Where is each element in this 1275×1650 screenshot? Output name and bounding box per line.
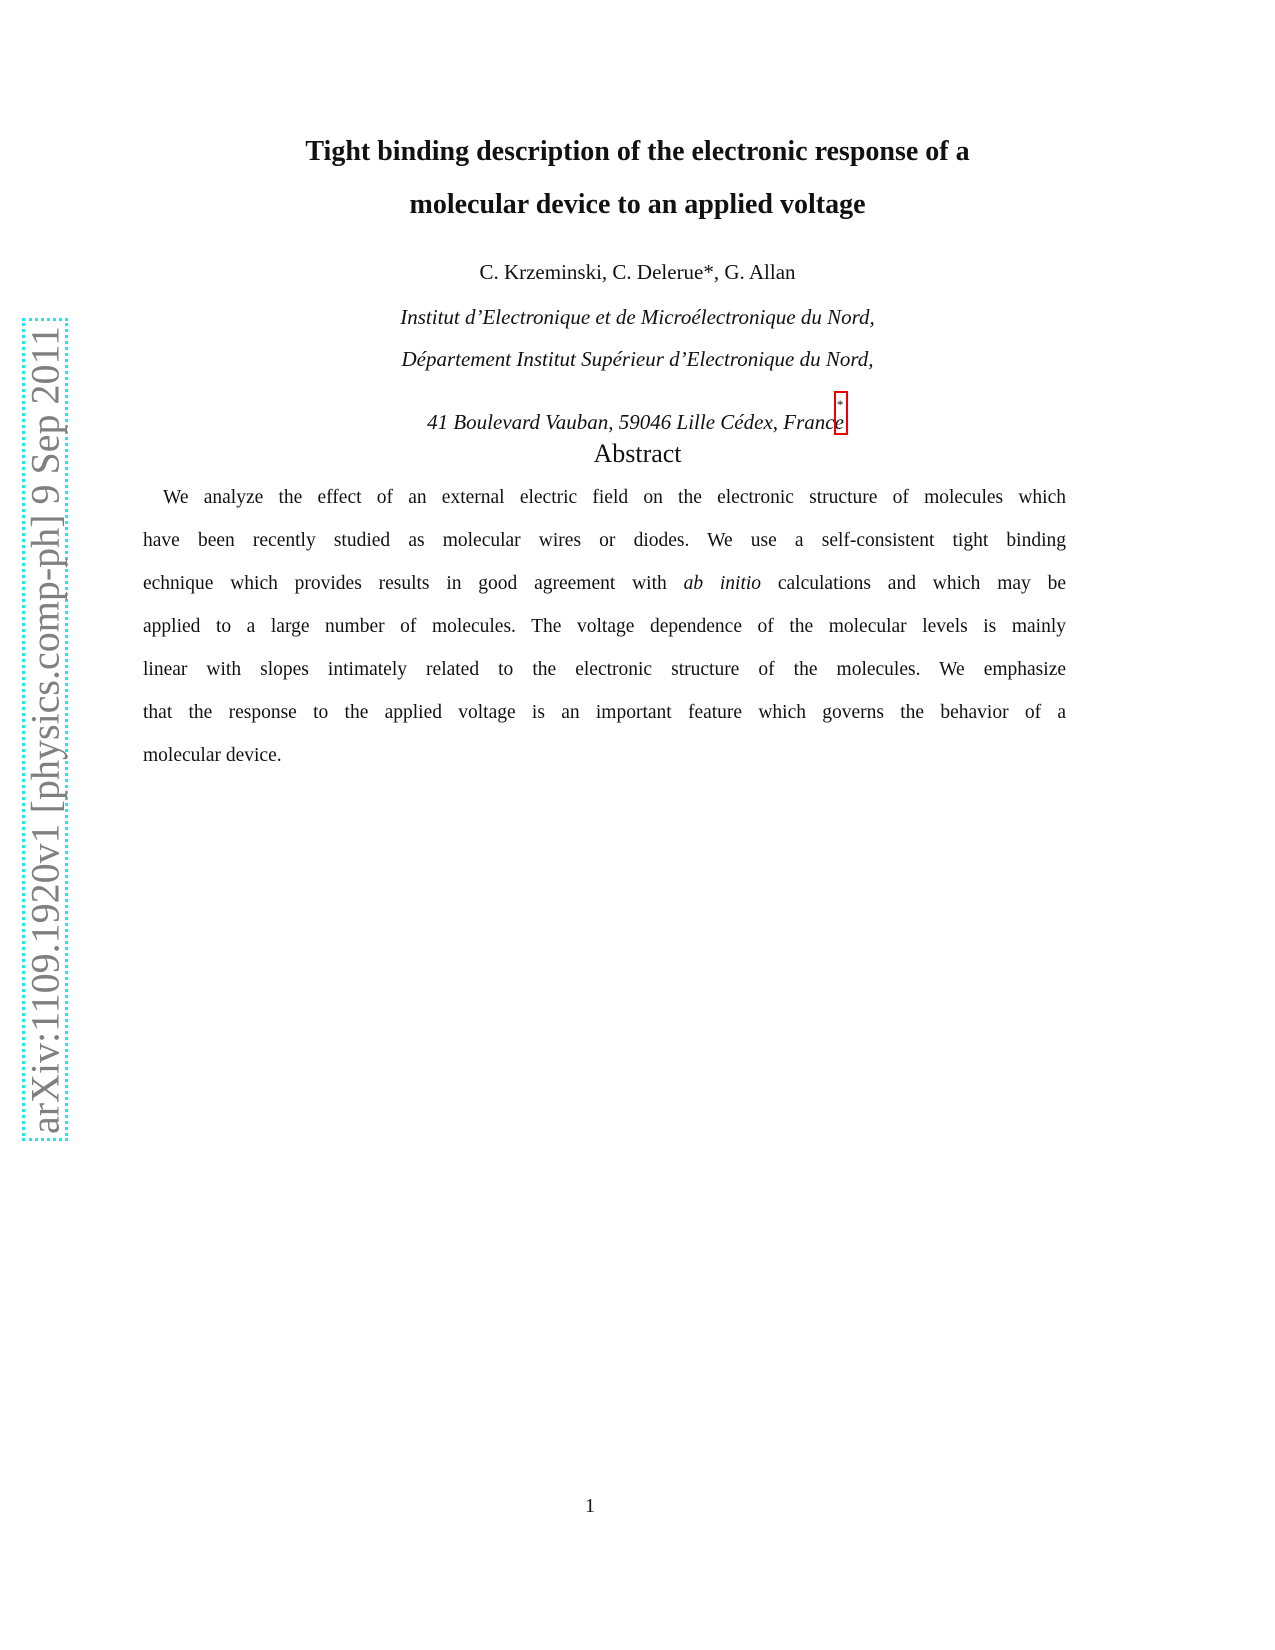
page-number: 1 [585, 1495, 595, 1517]
abstract-line [143, 573, 1066, 595]
abstract-line: have been recently studied as molecular wires or diodes. We use a self-consistent tight binding [143, 530, 1066, 551]
authors: C. Krzeminski, C. Delerue*, G. Allan [479, 260, 796, 284]
affiliation-line-3 [0, 391, 1275, 435]
abstract-text: calculations and which may be [761, 573, 1067, 594]
abstract-line: applied to a large number of molecules. The voltage dependence of the molecular levels is mainly [143, 616, 1066, 637]
abstract-line: We analyze the effect of an external electric field on the electronic structure of molecules which [163, 487, 1066, 508]
abstract-line: linear with slopes intimately related to the electronic structure of the molecules. We emphasize [143, 659, 1066, 680]
abstract-line: that the response to the applied voltage is an important feature which governs the behavior of a [143, 702, 1066, 723]
abstract-heading: Abstract [593, 439, 682, 468]
abstract-line: molecular device. [143, 745, 282, 766]
abstract-italic-text: ab initio [683, 573, 762, 594]
affiliation-line-1: Institut d’Electronique et de Microélectronique du Nord, [400, 305, 875, 329]
paper-title-line-1: Tight binding description of the electronic response of a [305, 136, 970, 167]
footnote-mark: * [836, 397, 844, 412]
affiliation-address: 41 Boulevard Vauban, 59046 Lille Cédex, France [427, 410, 844, 434]
abstract-text: echnique which provides results in good agreement with [143, 573, 684, 594]
arxiv-identifier: arXiv:1109.1920v1 [physics.comp-ph] 9 Sep 2011 [22, 325, 68, 1134]
affiliation-line-2: Département Institut Supérieur d’Electronique du Nord, [401, 347, 874, 371]
footnote-link[interactable] [834, 391, 848, 435]
paper-title-line-2: molecular device to an applied voltage [409, 189, 866, 220]
